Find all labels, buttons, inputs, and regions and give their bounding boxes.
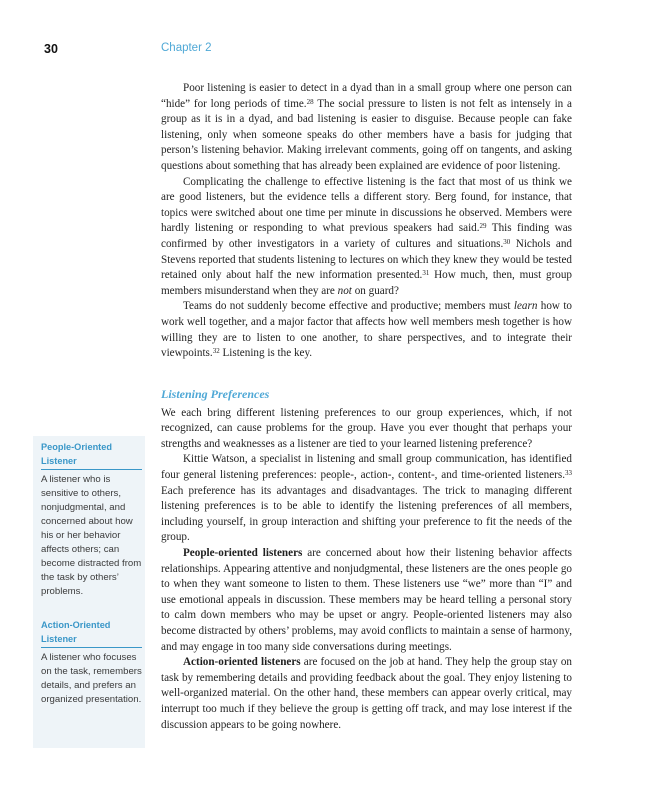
paragraph-preferences-intro: We each bring different listening preferences to our group experiences, which, if not recognized, can cause problems for the group. Have you ever thought that perhaps your strengths and weaknesses as a listener are tied to your learned listening preference? <box>161 406 572 450</box>
glossary-term-action-oriented <box>41 618 145 707</box>
text-run: The social pressure to listen is not felt as intensely in a group as it is in a dyad, and bad listening is easier to disguise. Because people can fake listening, only when someone speaks do other members have a basis for judging that person’s listening behavior. Making irrelevant comments, going off on tangents, and asking questions about something that has already been explained are evidence of poor listening. <box>161 97 572 172</box>
footnote-ref: 30 <box>503 237 511 246</box>
paragraph-poor-listening <box>161 81 572 175</box>
footnote-ref: 31 <box>422 268 430 277</box>
paragraph-challenge <box>161 175 572 300</box>
text-run: Nichols and Stevens reported that students listening to lectures on which they knew they would be tested retained only about half the new information presented. <box>161 237 572 282</box>
paragraph-teams <box>161 299 572 361</box>
text-run: on guard? <box>351 284 399 297</box>
page-header <box>0 42 645 62</box>
paragraph-action-oriented <box>161 655 572 733</box>
text-run: Teams do not suddenly become effective and productive; members must <box>183 300 514 313</box>
glossary-term-definition: A listener who focuses on the task, remembers details, and prefers an organized presentation. <box>41 652 142 705</box>
text-run: Complicating the challenge to effective listening is the fact that most of us think we are good listeners, but the evidence tells a different story. Berg found, for instance, that topics were switched about one time per minute in discussions he observed. Members were hardly listening or responding to what previous speakers had said. <box>161 175 572 235</box>
text-run: This finding was confirmed by other investigators in a variety of cultures and situations. <box>161 222 573 250</box>
text-run: How much, then, must group members misunderstand when they are <box>161 269 572 297</box>
paragraph-watson <box>161 452 572 546</box>
chapter-label: Chapter 2 <box>161 42 212 54</box>
footnote-ref: 29 <box>479 222 487 231</box>
main-text <box>161 81 572 733</box>
glossary-term-definition: A listener who is sensitive to others, nonjudgmental, and concerned about how his or her behavior affects others; can become distracted from the task by others’ problems. <box>41 474 142 597</box>
footnote-ref: 33 <box>565 468 572 477</box>
text-run: Each preference has its advantages and disadvantages. The trick to managing different listening preferences is to be able to identify the listening preferences of all members, including yourself, in group interaction and shifting your preference to fit the needs of the group. <box>161 484 572 544</box>
paragraph-people-oriented <box>161 546 572 655</box>
footnote-ref: 28 <box>306 97 314 106</box>
text-run: are concerned about how their listening behavior affects relationships. Appearing attentive and nonjudgmental, these listeners are the ones people go to when they want someone to listen to them. These listeners use “we” more than “I” and use emotional appeals in discussion. These members may be heard telling a personal story to calm down members who may be upset or angry. People-oriented listeners may also become distracted by others’ problems, may avoid conflicts to maintain a sense of harmony, and may engage in too many side conversations during meetings. <box>161 547 572 653</box>
text-run: Listening is the key. <box>219 347 313 360</box>
glossary-sidebar <box>33 436 145 748</box>
key-term: People-oriented listeners <box>183 547 303 560</box>
footnote-ref: 32 <box>212 346 220 355</box>
text-run: how to work well together, and a major factor that affects how well members mesh together is how willing they are to listen to one another, to share perspectives, and to integrate their viewpoints. <box>161 300 572 360</box>
glossary-term-title: People-Oriented Listener <box>41 440 142 470</box>
glossary-term-title: Action-Oriented Listener <box>41 618 142 648</box>
glossary-term-people-oriented <box>41 440 145 599</box>
page-number: 30 <box>44 42 58 56</box>
text-run: Kittie Watson, a specialist in listening and small group communication, has identified four general listening preferences: people-, action-, content-, and time-oriented listeners. <box>161 453 572 482</box>
key-term: Action-oriented listeners <box>183 656 301 669</box>
emphasis: learn <box>513 300 538 313</box>
section-heading: Listening Preferences <box>161 386 270 401</box>
text-run: are focused on the job at hand. They help the group stay on task by remembering details and providing feedback about the goal. They enjoy listening to well-organized material. On the other hand, these members can appear overly critical, may interrupt too much if they believe the group is getting off track, and may lose interest if the discussion appears to be going nowhere. <box>161 656 572 731</box>
emphasis: not <box>337 284 352 297</box>
text-run: Poor listening is easier to detect in a dyad than in a small group where one person can “hide” for long periods of time. <box>161 82 572 110</box>
